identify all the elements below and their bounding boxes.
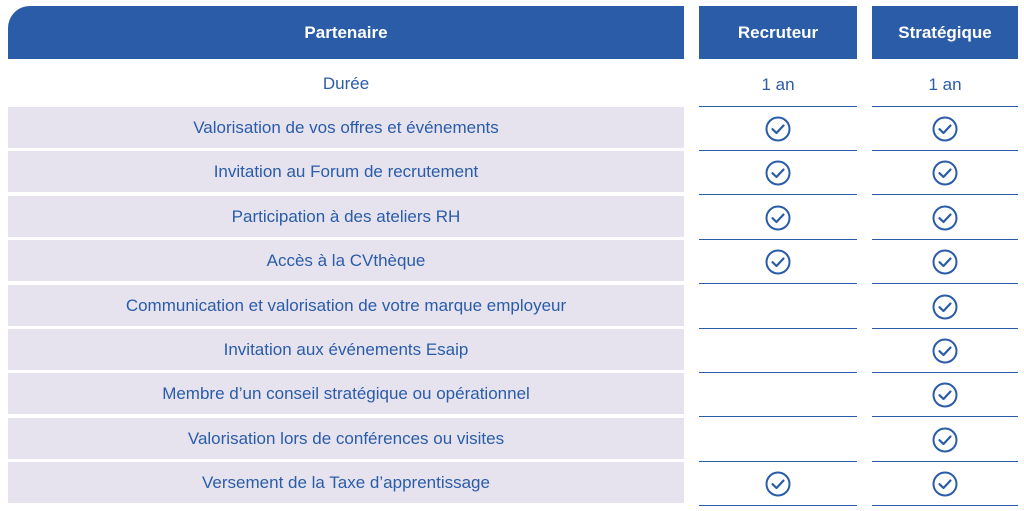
feature-strategique-cell (872, 240, 1018, 284)
duration-strategique: 1 an (872, 63, 1018, 107)
feature-label: Invitation aux événements Esaip (8, 329, 684, 370)
feature-recruteur-cell (699, 462, 857, 506)
feature-row (0, 151, 1024, 192)
feature-row (0, 373, 1024, 414)
feature-recruteur-cell (699, 285, 857, 329)
check-circle-icon (932, 427, 958, 453)
column-header-recruteur: Recruteur (699, 6, 857, 59)
feature-row (0, 418, 1024, 459)
feature-label: Invitation au Forum de recrutement (8, 151, 684, 192)
feature-strategique-cell (872, 329, 1018, 373)
check-circle-icon (932, 205, 958, 231)
feature-recruteur-cell (699, 196, 857, 240)
feature-recruteur-cell (699, 240, 857, 284)
duration-row (0, 63, 1024, 104)
feature-recruteur-cell (699, 107, 857, 151)
feature-label: Valorisation de vos offres et événements (8, 107, 684, 148)
feature-row (0, 107, 1024, 148)
check-circle-icon (932, 160, 958, 186)
feature-row (0, 462, 1024, 503)
feature-label: Versement de la Taxe d’apprentissage (8, 462, 684, 503)
check-circle-icon (765, 205, 791, 231)
feature-label: Membre d’un conseil stratégique ou opérationnel (8, 373, 684, 414)
feature-label: Participation à des ateliers RH (8, 196, 684, 237)
feature-strategique-cell (872, 151, 1018, 195)
feature-strategique-cell (872, 285, 1018, 329)
check-circle-icon (765, 116, 791, 142)
feature-strategique-cell (872, 418, 1018, 462)
feature-recruteur-cell (699, 373, 857, 417)
feature-strategique-cell (872, 107, 1018, 151)
feature-label: Accès à la CVthèque (8, 240, 684, 281)
feature-row (0, 329, 1024, 370)
feature-strategique-cell (872, 462, 1018, 506)
check-circle-icon (932, 338, 958, 364)
feature-recruteur-cell (699, 418, 857, 462)
feature-row (0, 196, 1024, 237)
check-circle-icon (932, 382, 958, 408)
feature-recruteur-cell (699, 151, 857, 195)
feature-recruteur-cell (699, 329, 857, 373)
duration-label: Durée (322, 73, 370, 93)
feature-row (0, 285, 1024, 326)
check-circle-icon (932, 249, 958, 275)
check-circle-icon (932, 294, 958, 320)
check-circle-icon (932, 471, 958, 497)
check-circle-icon (932, 116, 958, 142)
feature-label: Communication et valorisation de votre marque employeur (8, 285, 684, 326)
feature-strategique-cell (872, 196, 1018, 240)
check-circle-icon (765, 160, 791, 186)
feature-label: Valorisation lors de conférences ou visites (8, 418, 684, 459)
check-circle-icon (765, 249, 791, 275)
column-header-strategique: Stratégique (872, 6, 1018, 59)
feature-strategique-cell (872, 373, 1018, 417)
column-header-partenaire: Partenaire (8, 6, 684, 59)
check-circle-icon (765, 471, 791, 497)
duration-recruteur: 1 an (699, 63, 857, 107)
feature-row (0, 240, 1024, 281)
